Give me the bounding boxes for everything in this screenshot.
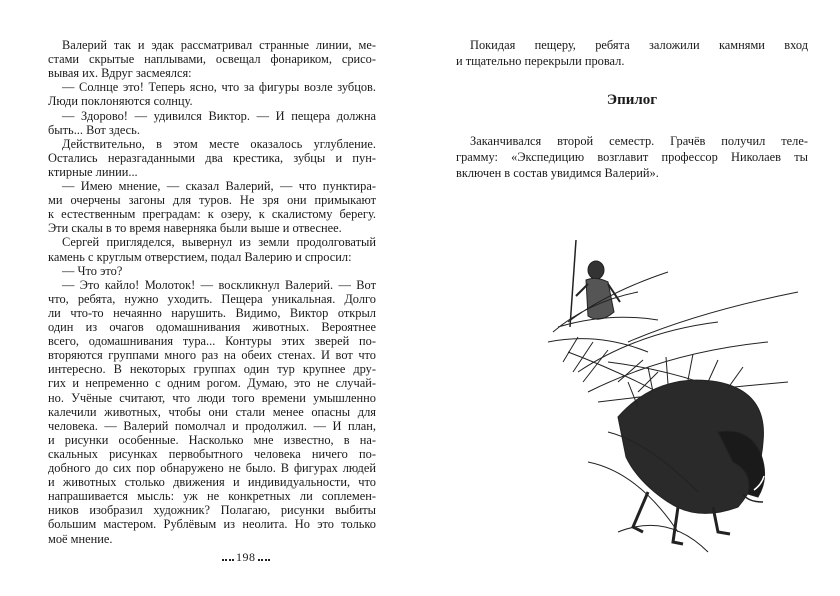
page-number-text: 198 — [236, 550, 256, 564]
boar-hunter-illustration — [548, 232, 810, 562]
text-line: Валерий так и эдак рассматривал странные линии, ме- — [62, 38, 376, 52]
text-line: человека. — Валерий помолчал и продолжил. — И план, — [48, 418, 376, 433]
text-line: Заканчивался второй семестр. Грачёв получил теле- — [470, 134, 808, 148]
text-line: — Что это? — [62, 263, 123, 278]
text-line: но. Учёные считают, что люди того времени умышленно — [48, 390, 376, 405]
text-line: Эти скалы в то время наверняка были выше и отвеснее. — [48, 221, 342, 236]
text-line: добного до сих пор обнаружено не было. В фигурах людей — [48, 461, 376, 475]
text-line: моё мнение. — [48, 531, 113, 546]
text-line: — Имею мнение, — сказал Валерий, — что пунктира- — [62, 179, 376, 193]
text-line: что, ребята, нужно уходить. Пещера уникальная. Долго — [48, 291, 376, 306]
text-line: гих и непременно с одним рогом. Думаю, это не случай- — [48, 376, 376, 391]
text-line: и животных столько движения и индивидуальности, что — [48, 475, 376, 490]
text-line: Действительно, в этом месте оказалось углубление. — [62, 136, 376, 151]
text-line: один из очагов одомашнивания животных. Вероятнее — [48, 320, 376, 334]
text-line: всего, одомашнивания тура... Контуры этих зверей по- — [48, 334, 376, 349]
text-line: скальных рисунках первобытного человека ничего по- — [48, 446, 376, 461]
text-line: ктирные линии... — [48, 164, 138, 179]
text-line: грамму: «Экспедицию возглавит профессор Николаев ты — [456, 149, 808, 164]
chapter-heading: Эпилог — [606, 92, 658, 108]
text-line: вывая их. Вдруг засмеялся: — [48, 66, 192, 81]
text-line: быть... Вот здесь. — [48, 122, 140, 137]
text-line: — Солнце это! Теперь ясно, что за фигуры возле зубцов. — [62, 80, 376, 95]
text-line: ников изобразил художник? Полагаю, рисунки выбиты — [48, 503, 376, 518]
text-line: калечили животных, чтобы они стали менее опасны для — [48, 404, 376, 419]
text-line: Покидая пещеру, ребята заложили камнями вход — [470, 38, 808, 52]
text-line: напрашивается мысль: уж не конкретных ли соплемен- — [48, 489, 376, 504]
ornament-icon — [258, 555, 270, 561]
text-line: ми очерчены загоны для туров. Не зря они примыкают — [48, 193, 376, 208]
left-page — [48, 0, 376, 596]
text-line: включен в состав увидимся Валерий». — [456, 165, 659, 180]
text-line: Люди поклоняются солнцу. — [48, 94, 193, 109]
text-line: ли что-то нечаянно нарушить. Видимо, Виктор открыл — [48, 305, 376, 320]
ornament-icon — [222, 555, 234, 561]
text-line: к естественным преградам: к озеру, к скалистому берегу. — [48, 207, 376, 222]
text-line: камень с круглым отверстием, подал Валерию и спросил: — [48, 249, 352, 264]
text-line: Сергей пригляделся, вывернул из земли продолговатый — [62, 235, 376, 250]
text-line: большим мастером. Рублёвым из неолита. Но это только — [48, 517, 376, 532]
text-line: интересно. В некоторых группах один тур крупнее дру- — [48, 362, 376, 377]
text-line: — Это кайло! Молоток! — воскликнул Валерий. — Вот — [62, 277, 376, 292]
text-line: — Здорово! — удивился Виктор. — И пещера должна — [62, 108, 376, 123]
text-line: и тщательно перекрыли провал. — [456, 53, 625, 68]
text-line: вторяются группами много раз на обеих стенах. И вот что — [48, 348, 376, 363]
text-line: Остались неразгаданными два крестика, зубцы и пун- — [48, 150, 376, 165]
text-line: и рисунки особенные. Насколько мне известно, в на- — [48, 432, 376, 447]
text-line: стами скрытые наплывами, освещал фонариком, срисо- — [48, 52, 376, 67]
page-number — [220, 550, 272, 565]
